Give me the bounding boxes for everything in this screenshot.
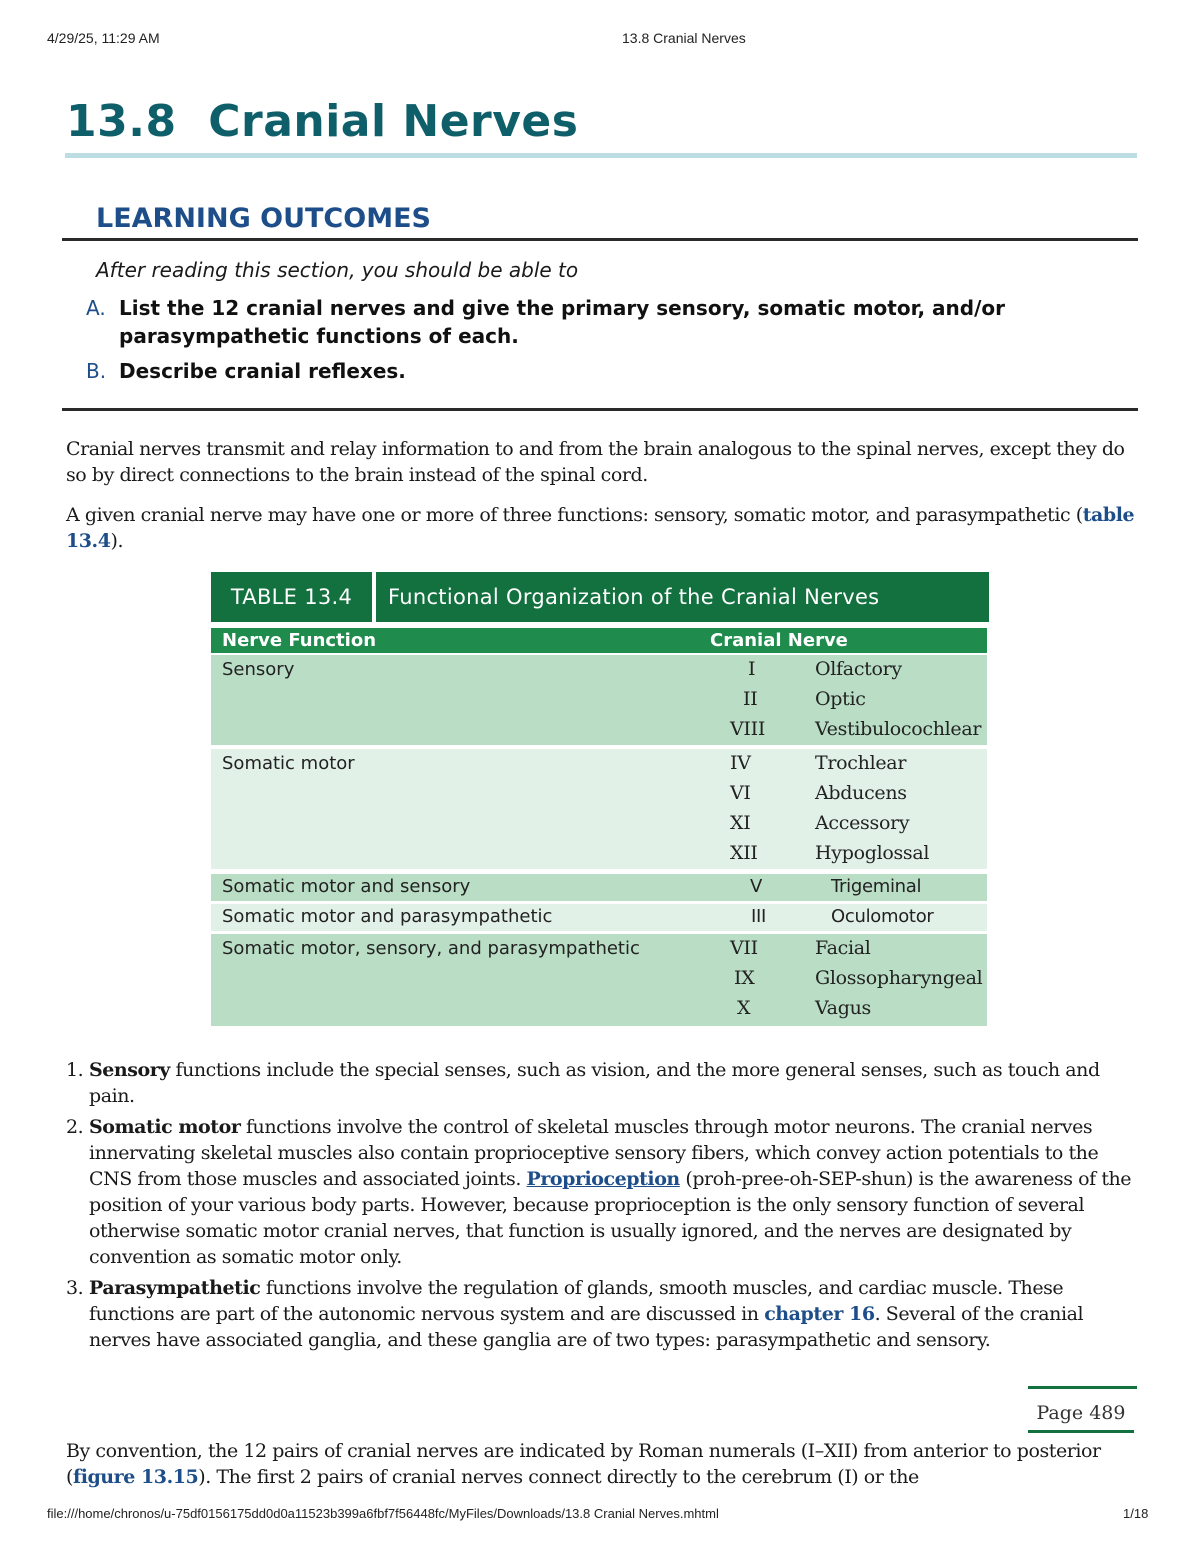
list-text: functions involve the control of skeletal muscles through motor neurons. The cranial nerves innervating skeletal muscles also contain proprioceptive sensory fibers, which convey action potentials to the CNS from those muscles and associated joints. <box>89 1116 1099 1190</box>
learning-outcome-b <box>86 357 1086 385</box>
paragraph-text: By convention, the 12 pairs of cranial nerves are indicated by Roman numerals (I–XII) from anterior to posterior ( <box>66 1440 1101 1488</box>
page-title <box>66 96 578 147</box>
section-title: Cranial Nerves <box>208 96 579 147</box>
list-item-sensory <box>66 1057 1141 1109</box>
learning-outcomes-top-rule <box>62 238 1138 241</box>
table-title: Functional Organization of the Cranial Nerves <box>376 572 989 622</box>
nerve-function: Somatic motor and parasympathetic <box>222 906 553 927</box>
column-header-nerve: Cranial Nerve <box>710 630 848 651</box>
learning-outcomes-heading: LEARNING OUTCOMES <box>96 203 431 234</box>
list-number: 3. <box>66 1277 84 1299</box>
nerve-function: Somatic motor <box>222 753 355 774</box>
title-underline <box>65 153 1137 158</box>
convention-paragraph <box>66 1438 1146 1490</box>
term: Somatic motor <box>89 1116 241 1138</box>
column-header-function: Nerve Function <box>222 630 377 651</box>
section-number: 13.8 <box>66 96 177 147</box>
table-row <box>211 964 987 994</box>
table-row <box>211 779 987 809</box>
print-file-path: file:///home/chronos/u-75df0156175dd0d0a11523b399a6fbf7f56448fc/MyFiles/Downloads/13.8 Cranial Nerves.mhtml <box>47 1506 719 1521</box>
nerve-numeral: II <box>743 688 758 710</box>
nerve-numeral: III <box>751 906 767 927</box>
list-number: 1. <box>66 1059 84 1081</box>
table-group-somatic-motor-parasympathetic <box>211 904 987 931</box>
nerve-name: Abducens <box>815 782 907 804</box>
list-number: 2. <box>66 1116 84 1138</box>
nerve-name: Accessory <box>815 812 910 834</box>
table-group-mixed <box>211 934 987 1026</box>
nerve-numeral: VIII <box>730 718 766 740</box>
table-row <box>211 994 987 1024</box>
table-row <box>211 934 987 964</box>
term: Parasympathetic <box>89 1277 261 1299</box>
nerve-name: Trigeminal <box>831 876 922 897</box>
learning-outcomes-list <box>86 294 1086 392</box>
nerve-numeral: IX <box>734 967 755 989</box>
page-marker: Page 489 <box>1028 1397 1134 1433</box>
list-text: . Several of the cranial nerves have associated ganglia, and these ganglia are of two types: parasympathetic and sensory. <box>89 1303 1084 1351</box>
outcome-letter: A. <box>86 296 106 320</box>
functions-list <box>66 1057 1141 1358</box>
nerve-name: Oculomotor <box>831 906 934 927</box>
list-item-parasympathetic <box>66 1275 1141 1353</box>
table-row <box>211 685 987 715</box>
nerve-numeral: VII <box>730 937 758 959</box>
table-row <box>211 749 987 779</box>
table-row <box>211 904 987 931</box>
table-group-somatic-motor <box>211 749 987 869</box>
outcome-text: Describe cranial reflexes. <box>119 359 406 383</box>
list-text: functions involve the regulation of glands, smooth muscles, and cardiac muscle. These functions are part of the autonomic nervous system and are discussed in <box>89 1277 1064 1325</box>
nerve-numeral: XII <box>730 842 758 864</box>
paragraph-text: A given cranial nerve may have one or more of three functions: sensory, somatic motor, and parasympathetic ( <box>66 504 1083 526</box>
term: Sensory <box>89 1059 170 1081</box>
list-text: functions include the special senses, such as vision, and the more general senses, such as touch and pain. <box>89 1059 1100 1107</box>
nerve-name: Facial <box>815 937 871 959</box>
proprioception-link[interactable]: Proprioception <box>526 1168 680 1190</box>
paragraph-text: ). <box>110 530 124 552</box>
learning-outcome-a <box>86 294 1086 350</box>
nerve-numeral: I <box>748 658 756 680</box>
paragraph-text: ). The first 2 pairs of cranial nerves connect directly to the cerebrum (I) or the <box>198 1466 919 1488</box>
print-datetime: 4/29/25, 11:29 AM <box>47 30 160 46</box>
functions-paragraph <box>66 502 1146 554</box>
nerve-numeral: X <box>737 997 751 1019</box>
nerve-name: Hypoglossal <box>815 842 930 864</box>
page-marker-rule <box>1028 1386 1137 1389</box>
table-row <box>211 655 987 685</box>
nerve-function: Somatic motor and sensory <box>222 876 471 897</box>
outcome-text: List the 12 cranial nerves and give the primary sensory, somatic motor, and/or parasympathetic functions of each. <box>119 296 1006 348</box>
nerve-function: Somatic motor, sensory, and parasympathetic <box>222 938 640 959</box>
intro-paragraph: Cranial nerves transmit and relay information to and from the brain analogous to the spinal nerves, except they do so by direct connections to the brain instead of the spinal cord. <box>66 438 1125 486</box>
nerve-function: Sensory <box>222 659 295 680</box>
list-item-somatic-motor <box>66 1114 1141 1270</box>
learning-outcomes-intro: After reading this section, you should be able to <box>96 258 579 282</box>
table-column-headers <box>211 628 987 653</box>
nerve-numeral: VI <box>730 782 751 804</box>
nerve-numeral: V <box>750 876 763 897</box>
figure-13-15-link[interactable]: figure 13.15 <box>72 1466 199 1488</box>
print-page-count: 1/18 <box>1123 1506 1149 1521</box>
nerve-numeral: XI <box>730 812 751 834</box>
nerve-name: Olfactory <box>815 658 902 680</box>
table-group-somatic-motor-sensory <box>211 874 987 901</box>
table-row <box>211 839 987 869</box>
chapter-16-link[interactable]: chapter 16 <box>764 1303 875 1325</box>
list-text: (proh-pree-oh-SEP-shun) is the awareness of the position of your various body parts. However, because proprioception is the only sensory function of several otherwise somatic motor cranial nerves, that function is usually ignored, and the nerves are designated by convention as somatic motor only. <box>89 1168 1132 1268</box>
table-row <box>211 715 987 745</box>
nerve-name: Vagus <box>815 997 871 1019</box>
table-label: TABLE 13.4 <box>211 572 372 622</box>
table-13-4-link[interactable]: table 13.4 <box>66 504 1135 552</box>
nerve-name: Vestibulocochlear <box>815 718 982 740</box>
nerve-name: Glossopharyngeal <box>815 967 983 989</box>
print-doc-title: 13.8 Cranial Nerves <box>622 30 746 46</box>
nerve-name: Optic <box>815 688 866 710</box>
outcome-letter: B. <box>86 359 107 383</box>
table-row <box>211 809 987 839</box>
nerve-name: Trochlear <box>815 752 907 774</box>
nerve-numeral: IV <box>730 752 751 774</box>
learning-outcomes-bottom-rule <box>62 408 1138 411</box>
table-row <box>211 874 987 901</box>
table-group-sensory <box>211 655 987 745</box>
